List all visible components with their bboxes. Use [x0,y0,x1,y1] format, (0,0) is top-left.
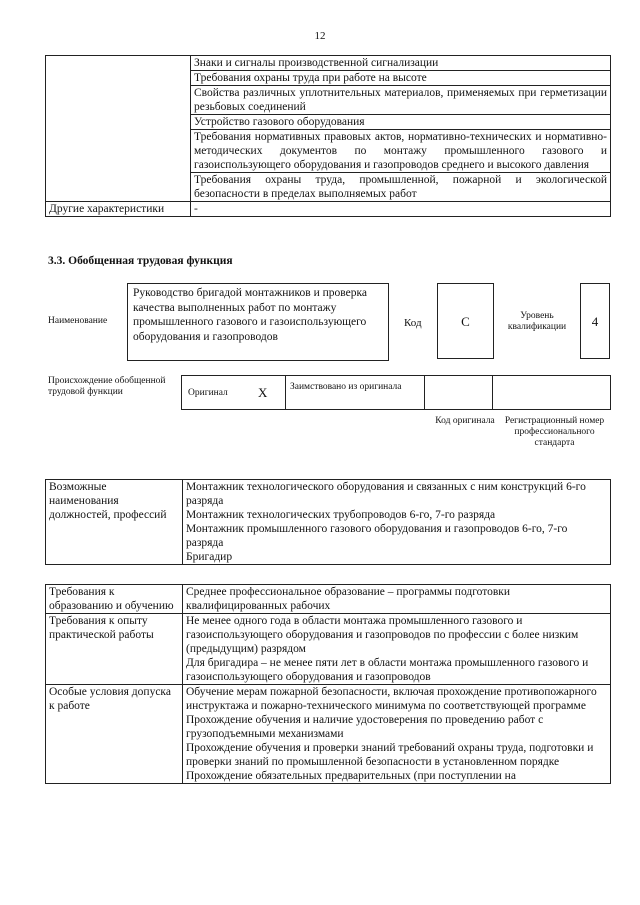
special-conditions-label: Особые условия допуска к работе [46,685,183,784]
position-item: Монтажник промышленного газового оборудования и газопроводов 6-го, 7-го разряда [186,523,568,549]
knowledge-row: Требования охраны труда при работе на высоте [191,71,611,86]
special-condition-item: Прохождение обучения и проверки знаний требований охраны труда, подготовки и проверки знаний по промышленной безопасности в установленном порядке [186,742,594,768]
other-characteristics-label: Другие характеристики [46,202,191,217]
special-condition-item: Обучение мерам пожарной безопасности, включая прохождение противопожарного инструктажа и пожарно-технического минимума по соответствующей программе [186,686,597,712]
education-value: Среднее профессиональное образование – программы подготовки квалифицированных рабочих [183,585,611,614]
name-label: Наименование [48,316,108,326]
positions-table [45,479,611,565]
origin-divider [285,376,286,409]
experience-item: Для бригадира – не менее пяти лет в области монтажа промышленного газового и газоиспользующего оборудования и газопроводов [186,657,589,683]
level-label: Уровень квалификации [507,311,567,332]
knowledge-row: Знаки и сигналы производственной сигнализации [191,56,611,71]
code-value-box [437,283,494,359]
special-condition-item: Прохождение обязательных предварительных (при поступлении на [186,770,516,782]
knowledge-row: Свойства различных уплотнительных материалов, применяемых при герметизации резьбовых соединений [191,86,611,115]
knowledge-row: Устройство газового оборудования [191,115,611,130]
position-item: Монтажник технологических трубопроводов 6-го, 7-го разряда [186,509,496,521]
special-condition-item: Прохождение обучения и наличие удостоверения по проведению работ с грузоподъемными механизмами [186,714,544,740]
experience-item: Не менее одного года в области монтажа промышленного газового и газоиспользующего оборудования и газопроводов по профессии с более низким (предыдущим) разрядом [186,615,579,655]
section-title: 3.3. Обобщенная трудовая функция [48,255,233,267]
knowledge-row: Требования нормативных правовых актов, нормативно-технических и нормативно-методических документов по монтажу промышленного газового и газоиспользующего оборудования и газопроводов среднего и высокого давления [191,130,611,173]
knowledge-row: Требования охраны труда, промышленной, пожарной и экологической безопасности в пределах выполняемых работ [191,173,611,202]
origin-divider [424,376,425,409]
level-value: 4 [591,314,599,329]
origin-label: Происхождение обобщенной трудовой функции [48,376,166,397]
function-name-value: Руководство бригадой монтажников и проверка качества выполненных работ по монтажу промышленного газового и газоиспользующего оборудования и газопроводов [133,287,368,343]
code-value: C [461,314,470,329]
page-number: 12 [314,30,326,42]
experience-values [183,614,611,685]
level-value-box [580,283,610,359]
code-label: Код [404,317,422,329]
education-label: Требования к образованию и обучению [46,585,183,614]
original-label: Оригинал [188,388,228,398]
special-conditions-values [183,685,611,784]
function-name-box [127,283,389,361]
origin-divider [492,376,493,409]
origin-box [181,375,611,410]
position-item: Бригадир [186,551,233,563]
knowledge-label-cell [46,56,191,202]
positions-values [183,480,611,565]
other-characteristics-value: - [191,202,611,217]
requirements-table [45,584,611,784]
position-item: Монтажник технологического оборудования и связанных с ним конструкций 6-го разряда [186,481,586,507]
knowledge-table [45,55,611,217]
reg-number-caption: Регистрационный номер профессионального стандарта [504,416,605,448]
original-mark: X [258,385,268,400]
borrowed-label: Заимствовано из оригинала [290,382,402,392]
positions-label: Возможные наименования должностей, профессий [46,480,183,565]
code-original-caption: Код оригинала [435,416,495,426]
experience-label: Требования к опыту практической работы [46,614,183,685]
